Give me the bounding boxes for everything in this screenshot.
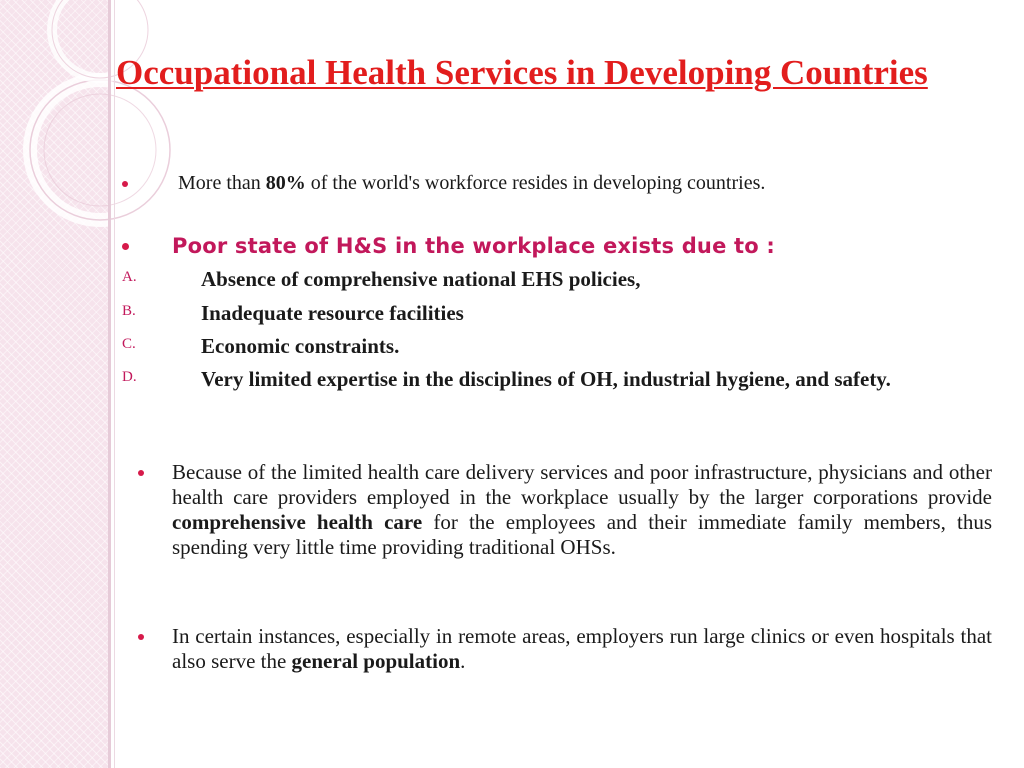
- bullet-text: In certain instances, especially in remote areas, employers run large clinics or even hospitals that also serve the general population.: [172, 624, 992, 673]
- bullet-dot-icon: [138, 470, 144, 476]
- bullet-dot-icon: [122, 243, 129, 250]
- list-text: Very limited expertise in the disciplines of OH, industrial hygiene, and safety.: [201, 367, 891, 391]
- highlight-percent: 80%: [265, 172, 306, 194]
- list-letter: A.: [122, 269, 137, 285]
- slide-title: Occupational Health Services in Developing Countries: [116, 53, 928, 92]
- highlight-general-population: general population: [291, 649, 461, 673]
- bullet-poor-state: [116, 231, 992, 261]
- list-letter: B.: [122, 303, 136, 319]
- decorative-divider-thin: [114, 0, 115, 768]
- bullet-text: More than 80% of the world's workforce resides in developing countries.: [178, 172, 766, 194]
- list-item-b: [116, 300, 992, 328]
- list-text: Absence of comprehensive national EHS policies,: [201, 267, 641, 291]
- bullet-dot-icon: [138, 634, 144, 640]
- decorative-rings: [0, 0, 200, 260]
- list-item-d: [116, 366, 992, 422]
- decorative-divider: [108, 0, 111, 768]
- bullet-dot-icon: [122, 181, 128, 187]
- list-text: Economic constraints.: [201, 334, 400, 358]
- list-letter: D.: [122, 369, 137, 385]
- highlight-health-care: comprehensive health care: [172, 510, 423, 534]
- bullet-heading: Poor state of H&S in the workplace exists due to :: [172, 234, 776, 258]
- list-letter: C.: [122, 336, 136, 352]
- list-item-a: [116, 266, 992, 294]
- bullet-text: Because of the limited health care delivery services and poor infrastructure, physicians and other health care providers employed in the workplace usually by the larger corporations provide comprehensive health care for the employees and their immediate family members, thus spending very little time providing traditional OHSs.: [172, 460, 992, 559]
- list-item-c: [116, 333, 992, 361]
- bullet-workforce: [116, 168, 992, 198]
- list-text: Inadequate resource facilities: [201, 301, 464, 325]
